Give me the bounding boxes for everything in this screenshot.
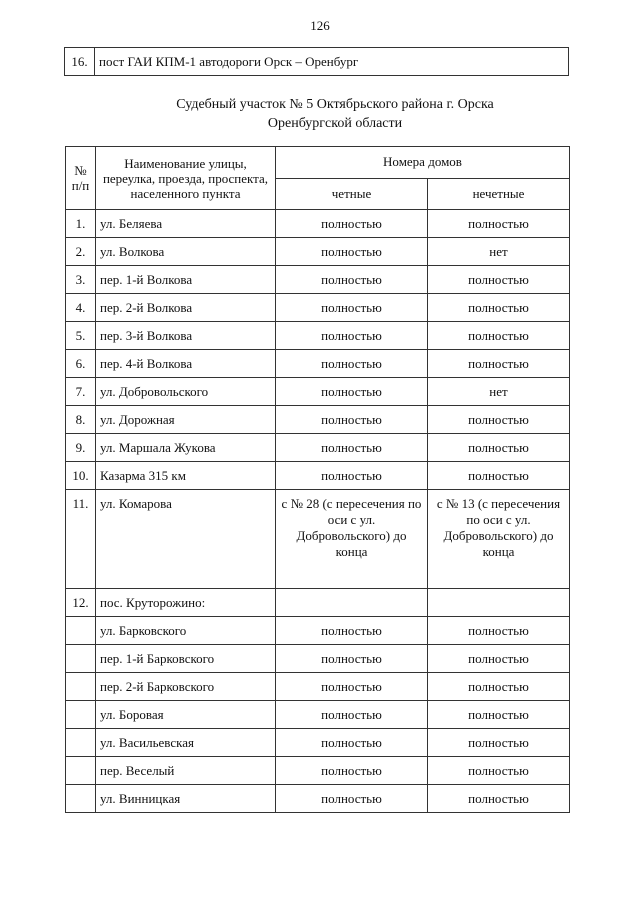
row-odd: нет: [428, 238, 570, 266]
table-row: [66, 673, 570, 701]
row-even: полностью: [276, 785, 428, 813]
row-even: полностью: [276, 462, 428, 490]
row-name: пост ГАИ КПМ-1 автодороги Орск – Оренбург: [95, 48, 569, 76]
row-name: пер. 2-й Барковского: [96, 673, 276, 701]
table-row: [66, 434, 570, 462]
row-odd: полностью: [428, 701, 570, 729]
table-row: [66, 645, 570, 673]
row-even: полностью: [276, 434, 428, 462]
table-row: [66, 322, 570, 350]
row-number: [66, 617, 96, 645]
row-number: 10.: [66, 462, 96, 490]
row-odd: нет: [428, 378, 570, 406]
row-odd: с № 13 (с пересечения по оси с ул. Добровольского) до конца: [428, 490, 570, 589]
row-even: полностью: [276, 322, 428, 350]
row-odd: полностью: [428, 757, 570, 785]
row-name: пер. Веселый: [96, 757, 276, 785]
table-row: [66, 589, 570, 617]
table-row: [65, 48, 569, 76]
row-name: ул. Васильевская: [96, 729, 276, 757]
row-number: 8.: [66, 406, 96, 434]
row-name: ул. Маршала Жукова: [96, 434, 276, 462]
row-odd: полностью: [428, 350, 570, 378]
row-even: полностью: [276, 757, 428, 785]
streets-table: [65, 146, 570, 813]
row-odd: полностью: [428, 462, 570, 490]
row-odd: полностью: [428, 266, 570, 294]
table-row: [66, 617, 570, 645]
row-number: 11.: [66, 490, 96, 589]
table-row: [66, 350, 570, 378]
row-name: пер. 2-й Волкова: [96, 294, 276, 322]
table-row: [66, 210, 570, 238]
row-number: 5.: [66, 322, 96, 350]
heading-line-2: Оренбургской области: [267, 116, 403, 131]
row-name: пер. 3-й Волкова: [96, 322, 276, 350]
row-number: 9.: [66, 434, 96, 462]
page-number: 126: [310, 18, 330, 33]
row-even: с № 28 (с пересечения по оси с ул. Добровольского) до конца: [276, 490, 428, 589]
row-odd: полностью: [428, 729, 570, 757]
header-odd: нечетные: [428, 178, 570, 210]
row-odd: полностью: [428, 294, 570, 322]
table-row: [66, 266, 570, 294]
row-even: [276, 589, 428, 617]
table-row: [66, 406, 570, 434]
row-name: ул. Беляева: [96, 210, 276, 238]
row-number: 12.: [66, 589, 96, 617]
row-name: ул. Добровольского: [96, 378, 276, 406]
table-row: [66, 462, 570, 490]
row-number: [66, 673, 96, 701]
row-name: пер. 1-й Барковского: [96, 645, 276, 673]
row-name: ул. Винницкая: [96, 785, 276, 813]
row-number: 3.: [66, 266, 96, 294]
table-row: [66, 701, 570, 729]
row-odd: полностью: [428, 322, 570, 350]
table-header-row: [66, 147, 570, 179]
row-name: ул. Барковского: [96, 617, 276, 645]
row-odd: полностью: [428, 673, 570, 701]
row-number: [66, 757, 96, 785]
row-even: полностью: [276, 673, 428, 701]
row-name: ул. Комарова: [96, 490, 276, 589]
row-number: [66, 701, 96, 729]
row-odd: [428, 589, 570, 617]
table-row: [66, 490, 570, 589]
row-even: полностью: [276, 266, 428, 294]
row-even: полностью: [276, 701, 428, 729]
heading-line-1: Судебный участок № 5 Октябрьского района г. Орска: [176, 97, 494, 112]
table-row: [66, 238, 570, 266]
row-name: Казарма 315 км: [96, 462, 276, 490]
row-even: полностью: [276, 617, 428, 645]
row-even: полностью: [276, 294, 428, 322]
row-number: 1.: [66, 210, 96, 238]
header-even: четные: [276, 178, 428, 210]
row-odd: полностью: [428, 210, 570, 238]
row-name: ул. Дорожная: [96, 406, 276, 434]
section-heading: [0, 95, 640, 133]
row-number: [66, 785, 96, 813]
row-name: ул. Боровая: [96, 701, 276, 729]
header-name: Наименование улицы, переулка, проезда, проспекта, населенного пункта: [96, 147, 276, 210]
row-even: полностью: [276, 210, 428, 238]
row-even: полностью: [276, 406, 428, 434]
table-row: [66, 294, 570, 322]
row-name: пер. 1-й Волкова: [96, 266, 276, 294]
row-odd: полностью: [428, 406, 570, 434]
table-row: [66, 378, 570, 406]
row-even: полностью: [276, 729, 428, 757]
row-odd: полностью: [428, 617, 570, 645]
header-num: № п/п: [66, 147, 96, 210]
row-number: 16.: [65, 48, 95, 76]
row-name: ул. Волкова: [96, 238, 276, 266]
row-name: пер. 4-й Волкова: [96, 350, 276, 378]
row-odd: полностью: [428, 434, 570, 462]
row-number: 6.: [66, 350, 96, 378]
row-even: полностью: [276, 350, 428, 378]
header-houses: Номера домов: [276, 147, 570, 179]
row-name: пос. Круторожино:: [96, 589, 276, 617]
row-even: полностью: [276, 378, 428, 406]
row-number: 7.: [66, 378, 96, 406]
row-number: 4.: [66, 294, 96, 322]
table-row: [66, 729, 570, 757]
row-even: полностью: [276, 645, 428, 673]
table-body: [66, 210, 570, 813]
row-odd: полностью: [428, 645, 570, 673]
row-number: [66, 645, 96, 673]
top-table: [64, 47, 569, 76]
row-number: 2.: [66, 238, 96, 266]
row-odd: полностью: [428, 785, 570, 813]
row-number: [66, 729, 96, 757]
table-row: [66, 757, 570, 785]
row-even: полностью: [276, 238, 428, 266]
table-row: [66, 785, 570, 813]
